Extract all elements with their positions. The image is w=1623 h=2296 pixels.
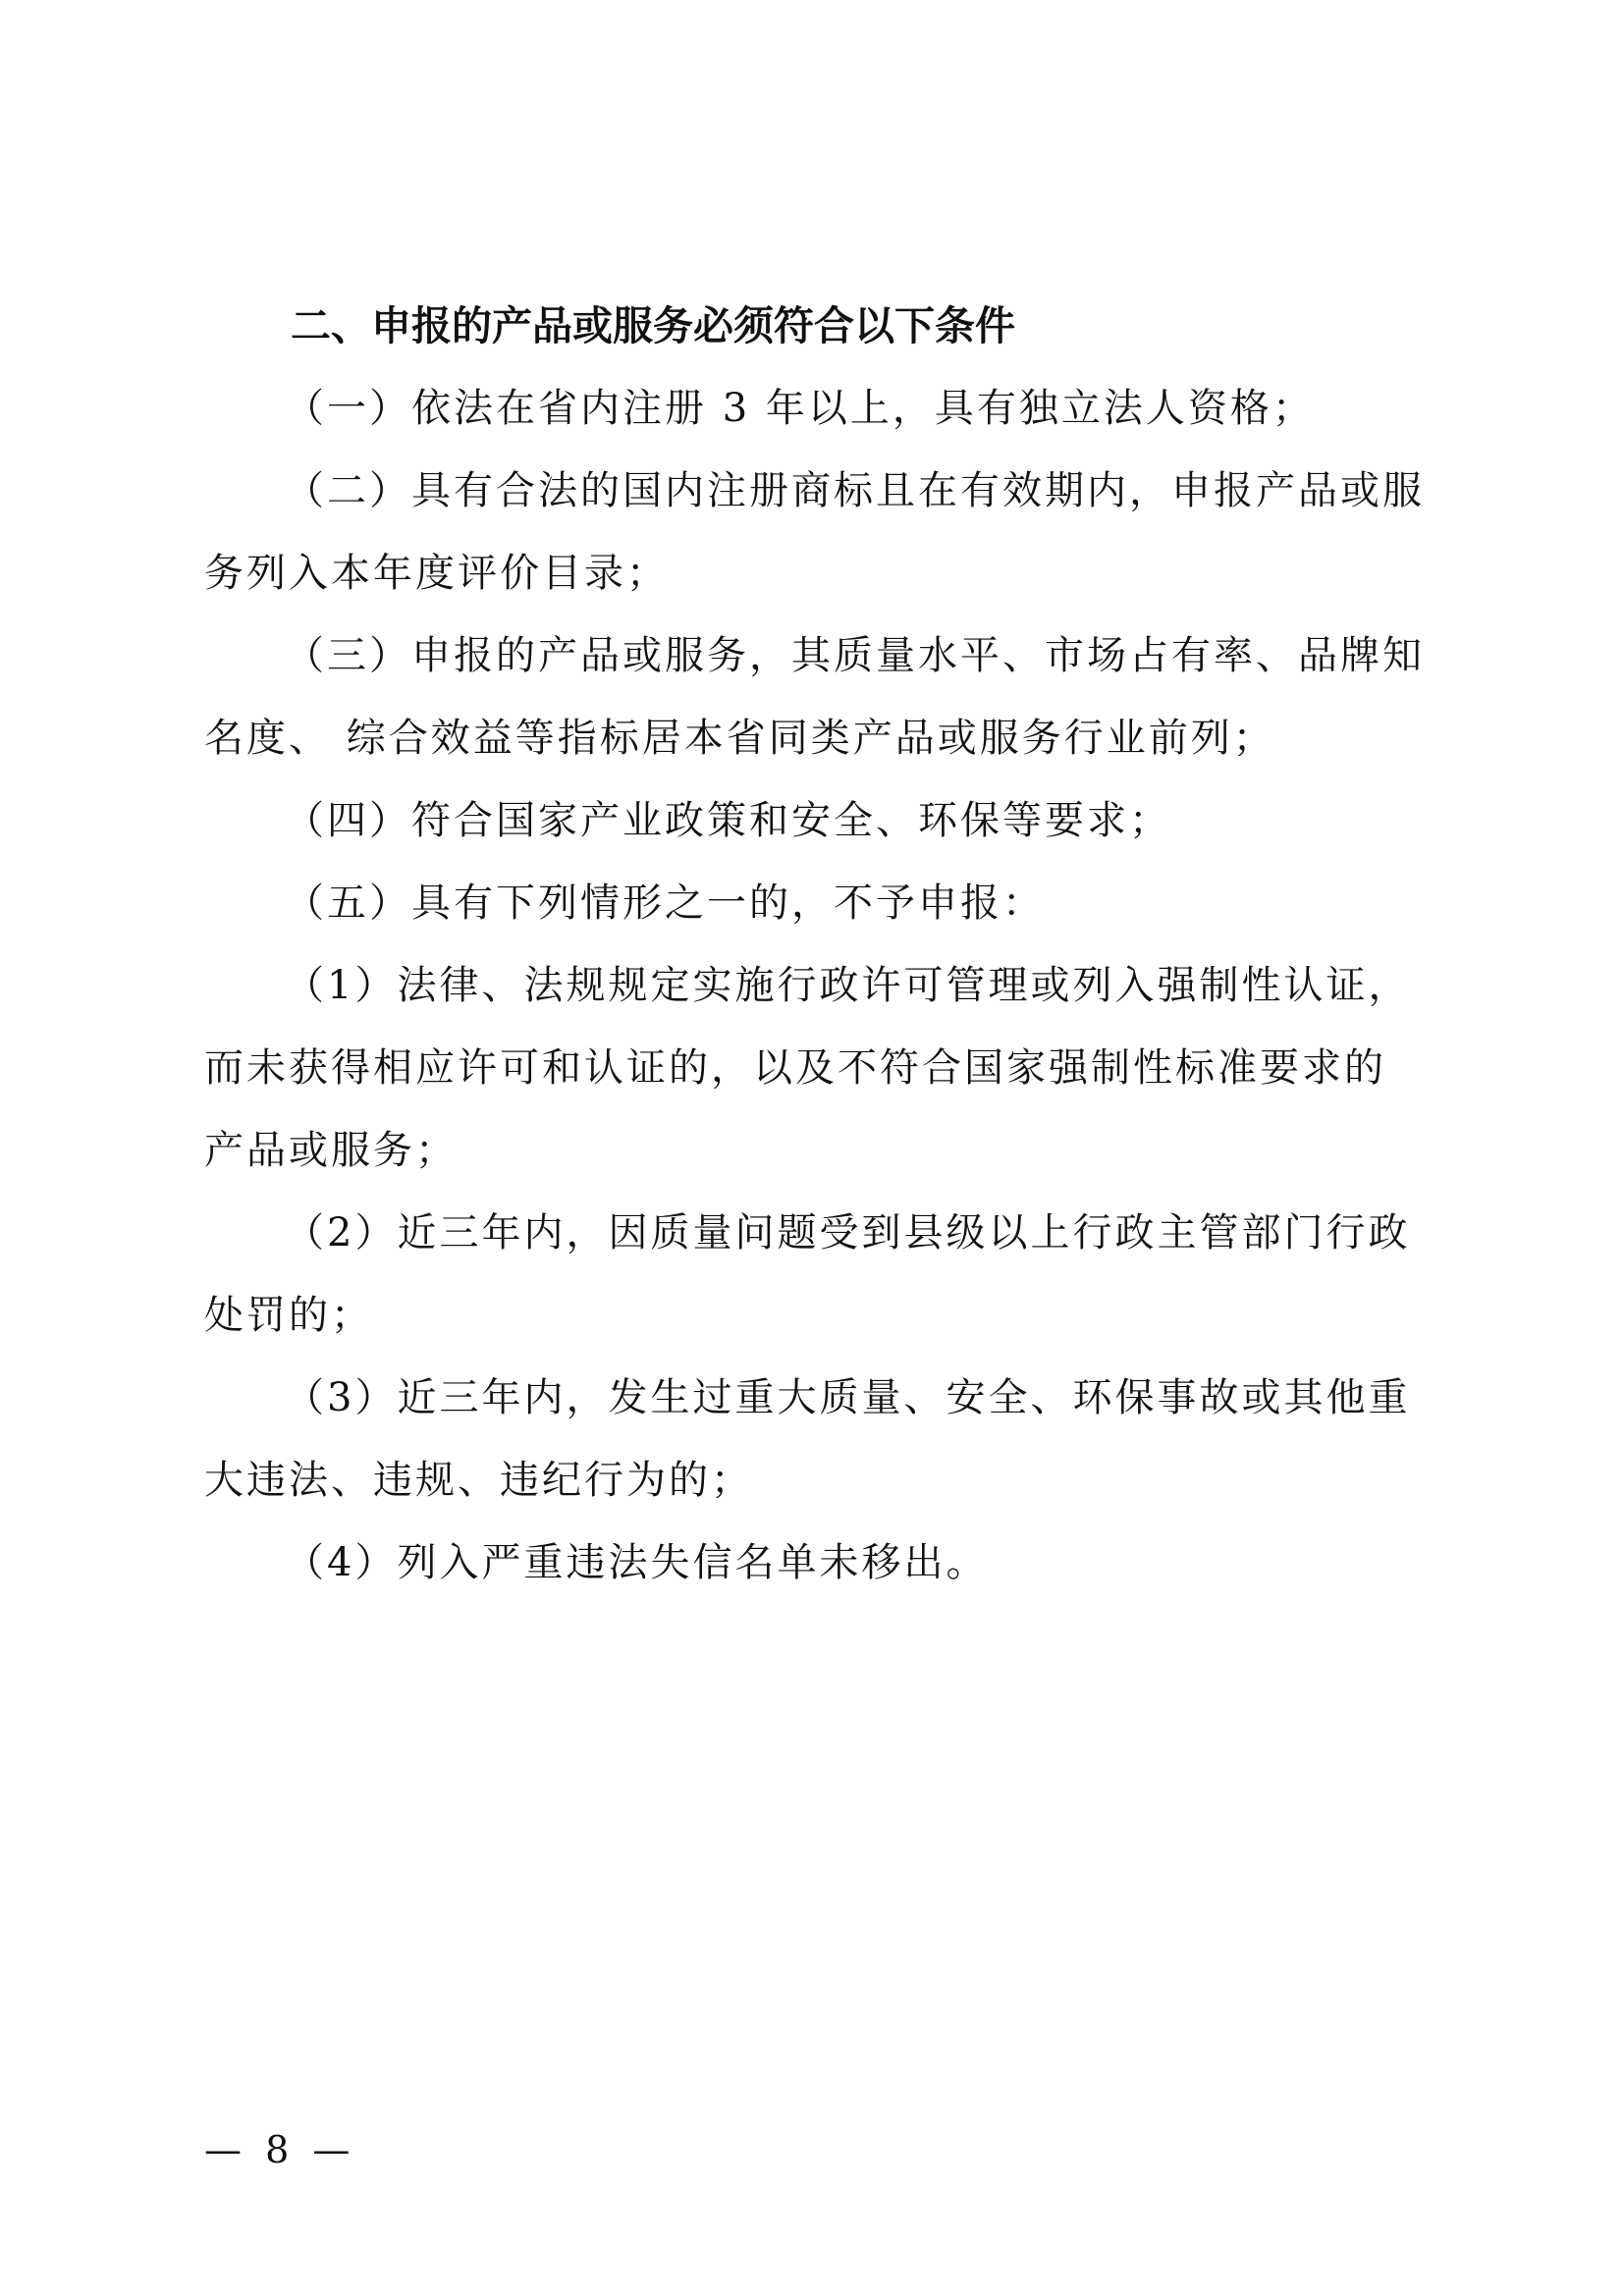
condition-3: （三）申报的产品或服务，其质量水平、市场占有率、品牌知名度、 综合效益等指标居本省同类产品或服务行业前列； [204,633,1425,761]
condition-4: （四）符合国家产业政策和安全、环保等要求； [285,798,1171,843]
exclusion-1: （1）法律、法规规定实施行政许可管理或列入强制性认证，而未获得相应许可和认证的，以及不符合国家强制性标准要求的产品或服务； [204,963,1411,1173]
condition-2: （二）具有合法的国内注册商标且在有效期内，申报产品或服务列入本年度评价目录； [204,468,1425,596]
exclusion-4: （4）列入严重违法失信名单未移出。 [285,1540,989,1585]
section-heading: 二、申报的产品或服务必须符合以下条件 [291,302,1015,349]
exclusion-3: （3）近三年内，发生过重大质量、安全、环保事故或其他重大违法、违规、违纪行为的； [204,1375,1411,1503]
condition-1: （一）依法在省内注册 3 年以上，具有独立法人资格； [285,386,1315,431]
exclusion-2: （2）近三年内，因质量问题受到县级以上行政主管部门行政处罚的； [204,1210,1411,1338]
page-number: — 8 — [204,2128,356,2171]
document-body [204,285,1427,1604]
condition-5: （五）具有下列情形之一的，不予申报： [285,881,1045,926]
